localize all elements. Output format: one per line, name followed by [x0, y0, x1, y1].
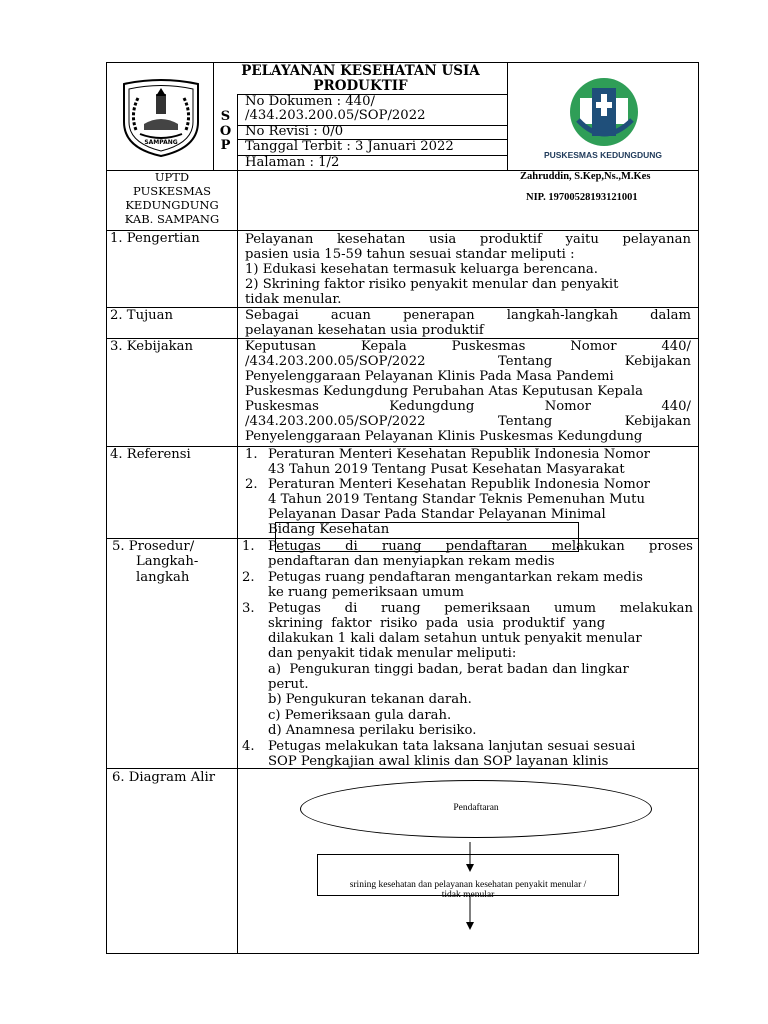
prosedur-s4-line2: SOP Pengkajian awal klinis dan SOP layanan klinis: [268, 754, 609, 769]
pengertian-line1: [245, 232, 691, 247]
sop-letter-s: S: [220, 109, 231, 124]
sop-letter-p: P: [220, 138, 231, 153]
word: 440/: [661, 399, 691, 414]
unit-line-2: PUSKESMAS: [133, 184, 211, 198]
kebijakan-line4: Puskesmas Kedungdung Perubahan Atas Keputusan Kepala: [245, 384, 643, 399]
tanggal-terbit: Tanggal Terbit : 3 Januari 2022: [245, 139, 454, 154]
word: Puskesmas: [451, 339, 526, 354]
word: ruang: [381, 539, 422, 554]
flow-node-skrining: [317, 854, 619, 900]
word: /434.203.200.05/SOP/2022: [245, 414, 426, 429]
pengertian-line2: pasien usia 15-59 tahun sesuai standar meliputi :: [245, 247, 575, 262]
referensi-item2-line1: Peraturan Menteri Kesehatan Republik Indonesia Nomor: [268, 477, 650, 492]
prosedur-s4-line1: Petugas melakukan tata laksana lanjutan sesuai sesuai: [268, 739, 636, 754]
no-dokumen-line2: /434.203.200.05/SOP/2022: [245, 108, 426, 123]
word: langkah-langkah: [506, 308, 618, 323]
referensi-item2-num: 2.: [245, 477, 258, 492]
tujuan-line2: pelayanan kesehatan usia produktif: [245, 323, 484, 338]
label-tujuan: 2. Tujuan: [110, 308, 174, 323]
word: Nomor: [570, 339, 617, 354]
word: /434.203.200.05/SOP/2022: [245, 354, 426, 369]
prosedur-s2-line1: Petugas ruang pendaftaran mengantarkan rekam medis: [268, 570, 643, 585]
word: dalam: [650, 308, 691, 323]
prosedur-s3-a: a) Pengukuran tinggi badan, berat badan dan lingkar: [268, 662, 629, 677]
word: melakukan: [551, 539, 625, 554]
word: proses: [648, 539, 693, 554]
halaman: Halaman : 1/2: [245, 155, 340, 170]
word: Kedungdung: [389, 399, 475, 414]
word: Kebijakan: [624, 414, 691, 429]
word: umum: [554, 601, 597, 616]
puskesmas-logo-label: PUSKESMAS KEDUNGDUNG: [543, 150, 663, 160]
label-prosedur-1: 5. Prosedur/: [112, 539, 195, 554]
prosedur-s3-b: b) Pengukuran tekanan darah.: [268, 692, 472, 707]
prosedur-s3-line1: [268, 601, 693, 616]
pengertian-line4: 2) Skrining faktor risiko penyakit menular dan penyakit: [245, 277, 619, 292]
referensi-item2-line3: Pelayanan Dasar Pada Standar Pelayanan Minimal: [268, 507, 606, 522]
title-line-2: PRODUKTIF: [313, 78, 408, 94]
puskesmas-logo: [528, 74, 678, 164]
word: Puskesmas: [245, 399, 319, 414]
word: Nomor: [544, 399, 591, 414]
flow-node-skrining-label: [318, 880, 618, 900]
label-kebijakan: 3. Kebijakan: [110, 339, 194, 354]
word: penerapan: [403, 308, 475, 323]
referensi-item2-line2: 4 Tahun 2019 Tentang Standar Teknis Pemenuhan Mutu: [268, 492, 645, 507]
sop-letter-o: O: [219, 123, 232, 139]
prosedur-s1-line1: [268, 539, 693, 554]
prosedur-s3-line4: dan penyakit tidak menular meliputi:: [268, 646, 517, 661]
prosedur-s2-num: 2.: [242, 570, 255, 585]
label-referensi: 4. Referensi: [110, 447, 191, 462]
no-revisi: No Revisi : 0/0: [245, 124, 344, 139]
word: yaitu: [565, 232, 599, 247]
unit-line-1: UPTD: [154, 170, 190, 184]
word: Sebagai: [245, 308, 299, 323]
prosedur-s1-line2: pendaftaran dan menyiapkan rekam medis: [268, 554, 555, 569]
word: pelayanan: [622, 232, 691, 247]
label-diagram-alir: 6. Diagram Alir: [112, 770, 215, 785]
prosedur-s3-c: c) Pemeriksaan gula darah.: [268, 708, 452, 723]
prosedur-s3-line2: skrining faktor risiko pada usia produktif yang: [268, 616, 606, 631]
title-line-1: PELAYANAN KESEHATAN USIA: [241, 63, 480, 79]
word: pendaftaran: [445, 539, 528, 554]
word: Kepala: [361, 339, 407, 354]
unit-line-4: KAB. SAMPANG: [124, 212, 220, 226]
prosedur-s1-num: 1.: [242, 539, 255, 554]
prosedur-s3-d: d) Anamnesa perilaku berisiko.: [268, 723, 477, 738]
prosedur-s3-num: 3.: [242, 601, 255, 616]
word: usia: [428, 232, 457, 247]
prosedur-s2-line2: ke ruang pemeriksaan umum: [268, 585, 465, 600]
flow-node-pendaftaran: [300, 780, 652, 838]
word: acuan: [330, 308, 371, 323]
word: Kebijakan: [624, 354, 691, 369]
word: ruang: [381, 601, 421, 616]
kebijakan-line1: [245, 339, 691, 354]
word: di: [344, 601, 358, 616]
word: Pelayanan: [245, 232, 314, 247]
label-pengertian: 1. Pengertian: [110, 231, 200, 246]
word: 440/: [661, 339, 691, 354]
unit-name: [107, 170, 237, 226]
referensi-item1-line1: Peraturan Menteri Kesehatan Republik Indonesia Nomor: [268, 447, 650, 462]
flow-node-pendaftaran-label: Pendaftaran: [453, 803, 499, 813]
kebijakan-line5: [245, 399, 691, 414]
word: Keputusan: [245, 339, 317, 354]
word: melakukan: [619, 601, 693, 616]
word: Petugas: [268, 601, 321, 616]
kebijakan-line3: Penyelenggaraan Pelayanan Klinis Pada Masa Pandemi: [245, 369, 614, 384]
referensi-item1-num: 1.: [245, 447, 258, 462]
document-title: [214, 64, 507, 94]
referensi-item1-line2: 43 Tahun 2019 Tentang Pusat Kesehatan Masyarakat: [268, 462, 625, 477]
unit-line-3: KEDUNGDUNG: [125, 198, 219, 212]
signatory-nip: NIP. 19700528193121001: [526, 192, 638, 203]
flow-node-skrining-line1: srining kesehatan dan pelayanan kesehatan penyakit menular /: [349, 880, 587, 890]
kebijakan-line6: [245, 414, 691, 429]
word: di: [345, 539, 358, 554]
prosedur-s4-num: 4.: [242, 739, 255, 754]
prosedur-s3-line3: dilakukan 1 kali dalam setahun untuk penyakit menular: [268, 631, 642, 646]
flow-node-skrining-line2: tidak menular: [441, 890, 495, 900]
label-prosedur-3: langkah: [136, 570, 190, 585]
word: produktif: [479, 232, 542, 247]
signatory-name: Zahruddin, S.Kep,Ns.,M.Kes: [520, 171, 651, 182]
pengertian-line5: tidak menular.: [245, 292, 342, 307]
left-logo-text: SAMPANG: [144, 139, 178, 146]
left-logo: [116, 78, 206, 158]
pengertian-line3: 1) Edukasi kesehatan termasuk keluarga berencana.: [245, 262, 598, 277]
word: pemeriksaan: [444, 601, 531, 616]
no-dokumen-line1: No Dokumen : 440/: [245, 94, 375, 109]
word: Petugas: [268, 539, 321, 554]
kebijakan-line2: [245, 354, 691, 369]
label-prosedur-2: Langkah-: [136, 554, 199, 569]
prosedur-s3-a2: perut.: [268, 677, 309, 692]
kebijakan-line7: Penyelenggaraan Pelayanan Klinis Puskesmas Kedungdung: [245, 429, 643, 444]
referensi-item2-line4: Bidang Kesehatan: [268, 522, 390, 537]
sop-letters: [214, 110, 237, 154]
word: Tentang: [498, 354, 553, 369]
tujuan-line1: [245, 308, 691, 323]
word: Tentang: [498, 414, 553, 429]
word: kesehatan: [336, 232, 406, 247]
